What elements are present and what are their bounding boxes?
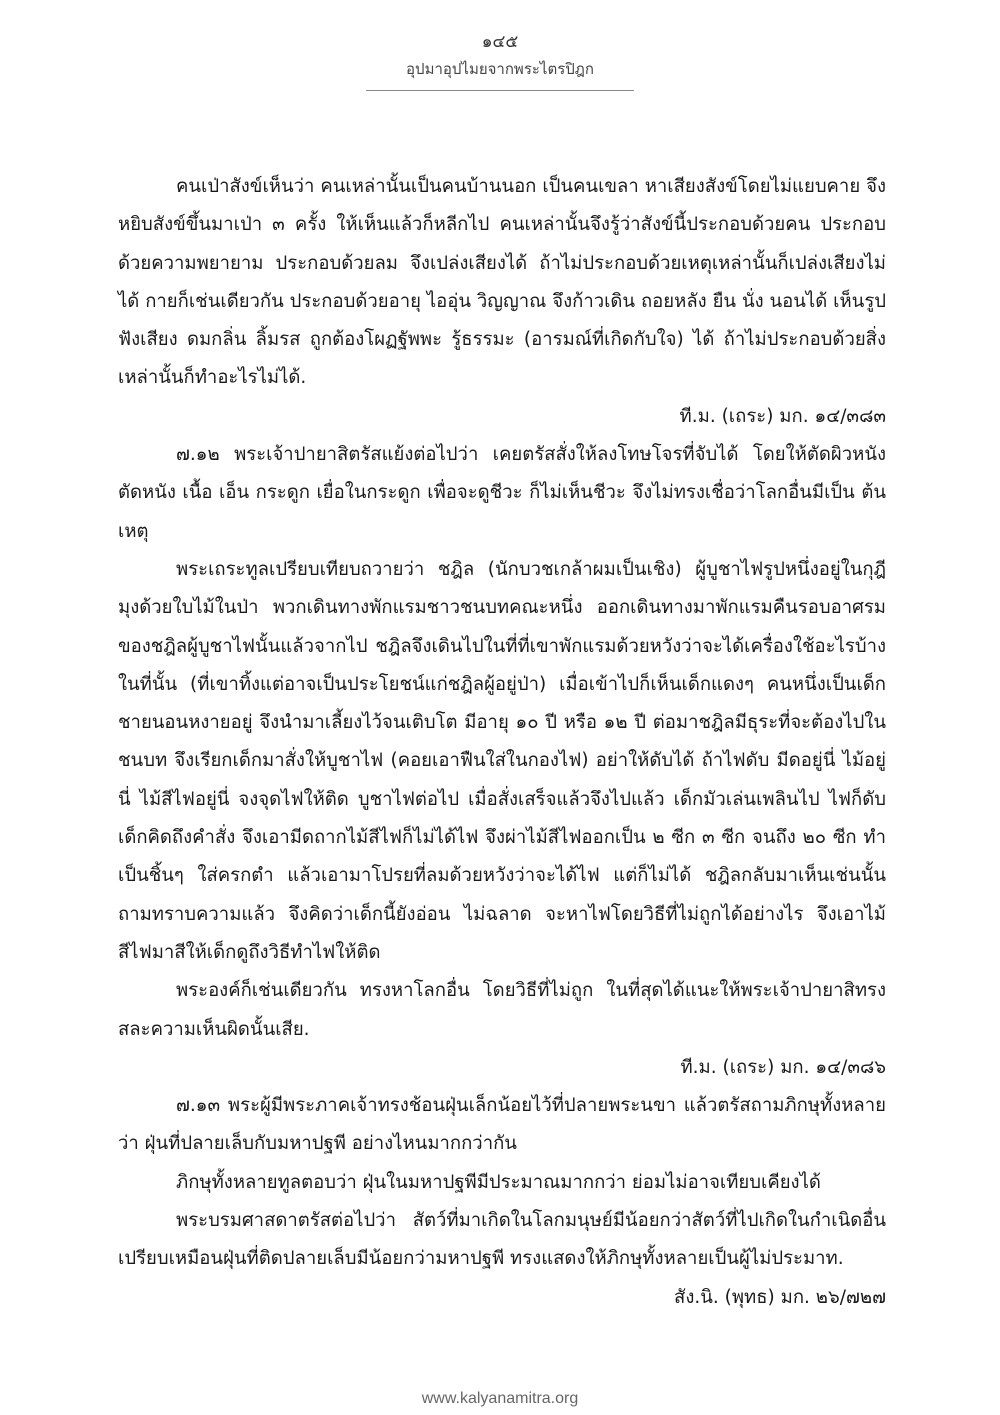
page-header <box>0 30 1000 91</box>
citation: ที.ม. (เถระ) มก. ๑๔/๓๘๓ <box>679 405 886 427</box>
citation: สัง.นิ. (พุทธ) มก. ๒๖/๗๒๗ <box>674 1286 886 1308</box>
paragraph: คนเป่าสังข์เห็นว่า คนเหล่านั้นเป็นคนบ้านนอก เป็นคนเขลา หาเสียงสังข์โดยไม่แยบคาย จึงหยิบสังข์ขึ้นมาเป่า ๓ ครั้ง ให้เห็นแล้วก็หลีกไป คนเหล่านั้นจึงรู้ว่าสังข์นี้ประกอบด้วยคน ประกอบด้วยความพยายาม ประกอบด้วยลม จึงเปล่งเสียงได้ ถ้าไม่ประกอบด้วยเหตุเหล่านั้นก็เปล่งเสียงไม่ได้ กายก็เช่นเดียวกัน ประกอบด้วยอายุ ไออุ่น วิญญาณ จึงก้าวเดิน ถอยหลัง ยืน นั่ง นอนได้ เห็นรูป ฟังเสียง ดมกลิ่น ลิ้มรส ถูกต้องโผฏฐัพพะ รู้ธรรมะ (อารมณ์ที่เกิดกับใจ) ได้ ถ้าไม่ประกอบด้วยสิ่งเหล่านั้นก็ทำอะไรไม่ได้. <box>118 176 886 389</box>
header-divider <box>366 90 634 91</box>
paragraph: พระองค์ก็เช่นเดียวกัน ทรงหาโลกอื่น โดยวิธีที่ไม่ถูก ในที่สุดได้แนะให้พระเจ้าปายาสิทรงสละความเห็นผิดนั้นเสีย. <box>118 980 886 1040</box>
paragraph: ๗.๑๒ พระเจ้าปายาสิตรัสแย้งต่อไปว่า เคยตรัสสั่งให้ลงโทษโจรที่จับได้ โดยให้ตัดผิวหนัง ตัดหนัง เนื้อ เอ็น กระดูก เยื่อในกระดูก เพื่อจะดูชีวะ ก็ไม่เห็นชีวะ จึงไม่ทรงเชื่อว่าโลกอื่นมีเป็น ต้นเหตุ <box>118 444 886 542</box>
paragraph: ๗.๑๓ พระผู้มีพระภาคเจ้าทรงช้อนฝุ่นเล็กน้อยไว้ที่ปลายพระนขา แล้วตรัสถามภิกษุทั้งหลายว่า ฝุ่นที่ปลายเล็บกับมหาปฐพี อย่างไหนมากกว่ากัน <box>118 1095 886 1155</box>
paragraph: ภิกษุทั้งหลายทูลตอบว่า ฝุ่นในมหาปฐพีมีประมาณมากกว่า ย่อมไม่อาจเทียบเคียงได้ <box>176 1171 821 1193</box>
paragraph: พระบรมศาสดาตรัสต่อไปว่า สัตว์ที่มาเกิดในโลกมนุษย์มีน้อยกว่าสัตว์ที่ไปเกิดในกำเนิดอื่น เปรียบเหมือนฝุ่นที่ติดปลายเล็บมีน้อยกว่ามหาปฐพี ทรงแสดงให้ภิกษุทั้งหลายเป็นผู้ไม่ประมาท. <box>118 1210 886 1270</box>
paragraph: พระเถระทูลเปรียบเทียบถวายว่า ชฎิล (นักบวชเกล้าผมเป็นเชิง) ผู้บูชาไฟรูปหนึ่งอยู่ในกุฎี มุงด้วยใบไม้ในป่า พวกเดินทางพักแรมชาวชนบทคณะหนึ่ง ออกเดินทางมาพักแรมคืนรอบอาศรมของชฎิลผู้บูชาไฟนั้นแล้วจากไป ชฎิลจึงเดินไปในที่ที่เขาพักแรมด้วยหวังว่าจะได้เครื่องใช้อะไรบ้างในที่นั้น (ที่เขาทิ้งแต่อาจเป็นประโยชน์แก่ชฎิลผู้อยู่ป่า) เมื่อเข้าไปก็เห็นเด็กแดงๆ คนหนึ่งเป็นเด็กชายนอนหงายอยู่ จึงนำมาเลี้ยงไว้จนเติบโต มีอายุ ๑๐ ปี หรือ ๑๒ ปี ต่อมาชฎิลมีธุระที่จะต้องไปในชนบท จึงเรียกเด็กมาสั่งให้บูชาไฟ (คอยเอาฟืนใส่ในกองไฟ) อย่าให้ดับได้ ถ้าไฟดับ มีดอยู่นี่ ไม้อยู่นี่ ไม้สีไฟอยู่นี่ จงจุดไฟให้ติด บูชาไฟต่อไป เมื่อสั่งเสร็จแล้วจึงไปแล้ว เด็กมัวเล่นเพลินไป ไฟก็ดับ เด็กคิดถึงคำสั่ง จึงเอามีดถากไม้สีไฟก็ไม่ได้ไฟ จึงผ่าไม้สีไฟออกเป็น ๒ ซีก ๓ ซีก จนถึง ๒๐ ซีก ทำเป็นชิ้นๆ ใส่ครกตำ แล้วเอามาโปรยที่ลมด้วยหวังว่าจะได้ไฟ แต่ก็ไม่ได้ ชฎิลกลับมาเห็นเช่นนั้น ถามทราบความแล้ว จึงคิดว่าเด็กนี้ยังอ่อน ไม่ฉลาด จะหาไฟโดยวิธีที่ไม่ถูกได้อย่างไร จึงเอาไม้สีไฟมาสีให้เด็กดูถึงวิธีทำไฟให้ติด <box>118 558 886 963</box>
running-title: อุปมาอุปไมยจากพระไตรปิฎก <box>406 60 594 78</box>
page-number: ๑๔๕ <box>481 32 519 52</box>
citation: ที.ม. (เถระ) มก. ๑๔/๓๘๖ <box>680 1056 886 1078</box>
body-text <box>118 168 886 1317</box>
footer-url: www.kalyanamitra.org <box>421 1390 579 1407</box>
